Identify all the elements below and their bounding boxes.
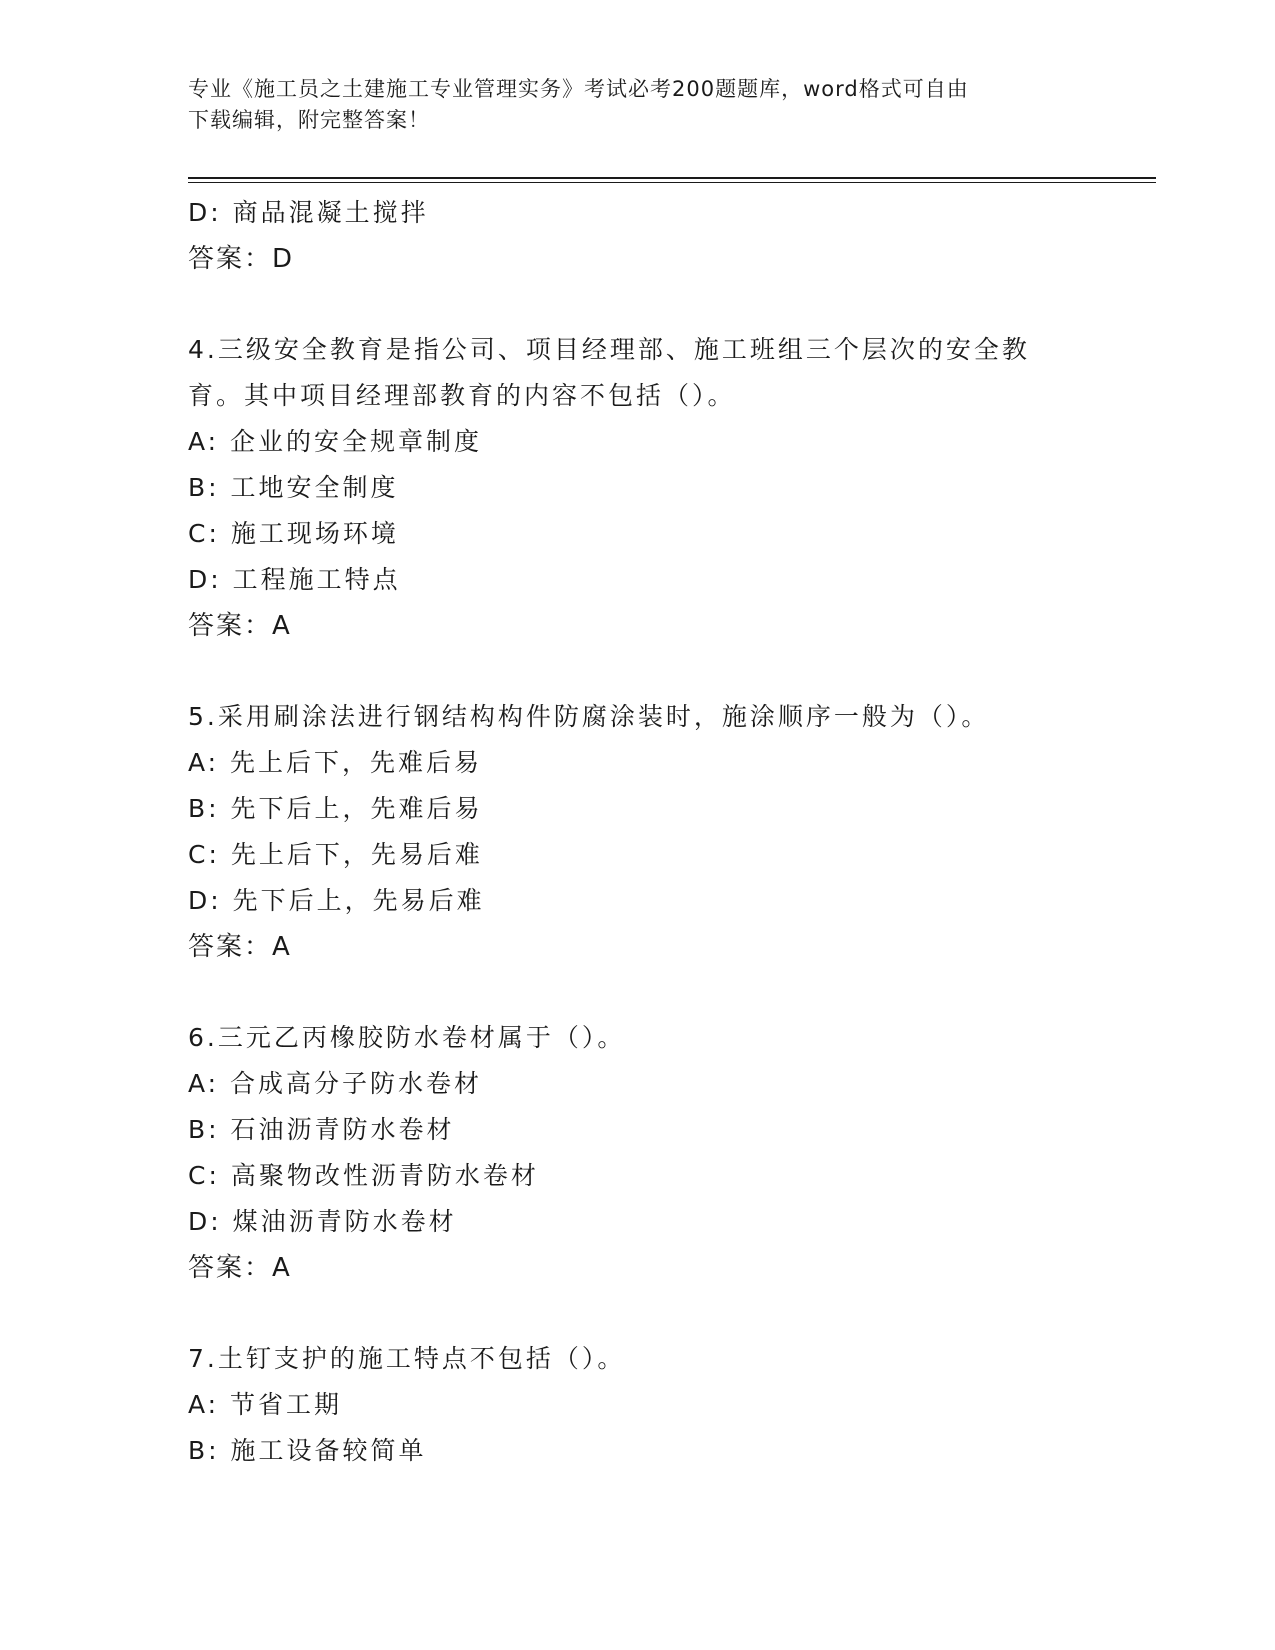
q5-option-a: A: 先上后下，先难后易	[188, 748, 483, 777]
q4-stem-line-1: 4.三级安全教育是指公司、项目经理部、施工班组三个层次的安全教	[188, 335, 1030, 364]
q5-stem-line-1: 5.采用刷涂法进行钢结构构件防腐涂装时，施涂顺序一般为（）。	[188, 702, 990, 731]
header-title-line-1: 专业《施工员之土建施工专业管理实务》考试必考200题题库，word格式可自由	[188, 77, 969, 101]
q7-stem-line-1: 7.土钉支护的施工特点不包括（）。	[188, 1344, 626, 1373]
q3-option-d: D: 商品混凝土搅拌	[188, 198, 429, 227]
q3-answer: 答案：D	[188, 244, 295, 274]
spacer	[188, 1291, 1088, 1336]
q5-option-b: B: 先下后上，先难后易	[188, 794, 483, 823]
q4-option-a: A: 企业的安全规章制度	[188, 427, 483, 456]
header-divider-thin	[188, 182, 1156, 183]
q4-option-b: B: 工地安全制度	[188, 473, 399, 502]
q4-option-c: C: 施工现场环境	[188, 519, 399, 548]
q4-stem-line-2: 育。其中项目经理部教育的内容不包括（）。	[188, 381, 736, 410]
header-divider-thick	[188, 177, 1156, 179]
question-6	[188, 1015, 1088, 1291]
spacer	[188, 649, 1088, 694]
q5-option-c: C: 先上后下，先易后难	[188, 840, 483, 869]
q6-option-b: B: 石油沥青防水卷材	[188, 1115, 455, 1144]
q6-option-d: D: 煤油沥青防水卷材	[188, 1207, 457, 1236]
q6-option-c: C: 高聚物改性沥青防水卷材	[188, 1161, 539, 1190]
q6-option-a: A: 合成高分子防水卷材	[188, 1069, 483, 1098]
q5-option-d: D: 先下后上，先易后难	[188, 886, 485, 915]
document-header	[188, 74, 1088, 136]
q4-answer: 答案：A	[188, 611, 292, 641]
question-4	[188, 327, 1088, 649]
q7-option-b: B: 施工设备较简单	[188, 1436, 427, 1465]
q6-answer: 答案：A	[188, 1253, 292, 1283]
q6-stem-line-1: 6.三元乙丙橡胶防水卷材属于（）。	[188, 1023, 626, 1052]
question-3-tail	[188, 190, 1088, 282]
spacer	[188, 282, 1088, 327]
spacer	[188, 970, 1088, 1015]
q5-answer: 答案：A	[188, 932, 292, 962]
header-title-line-2: 下载编辑，附完整答案！	[188, 108, 430, 132]
q7-option-a: A: 节省工期	[188, 1390, 343, 1419]
question-list	[188, 190, 1088, 1474]
question-7	[188, 1336, 1088, 1474]
question-5	[188, 694, 1088, 970]
q4-option-d: D: 工程施工特点	[188, 565, 401, 594]
